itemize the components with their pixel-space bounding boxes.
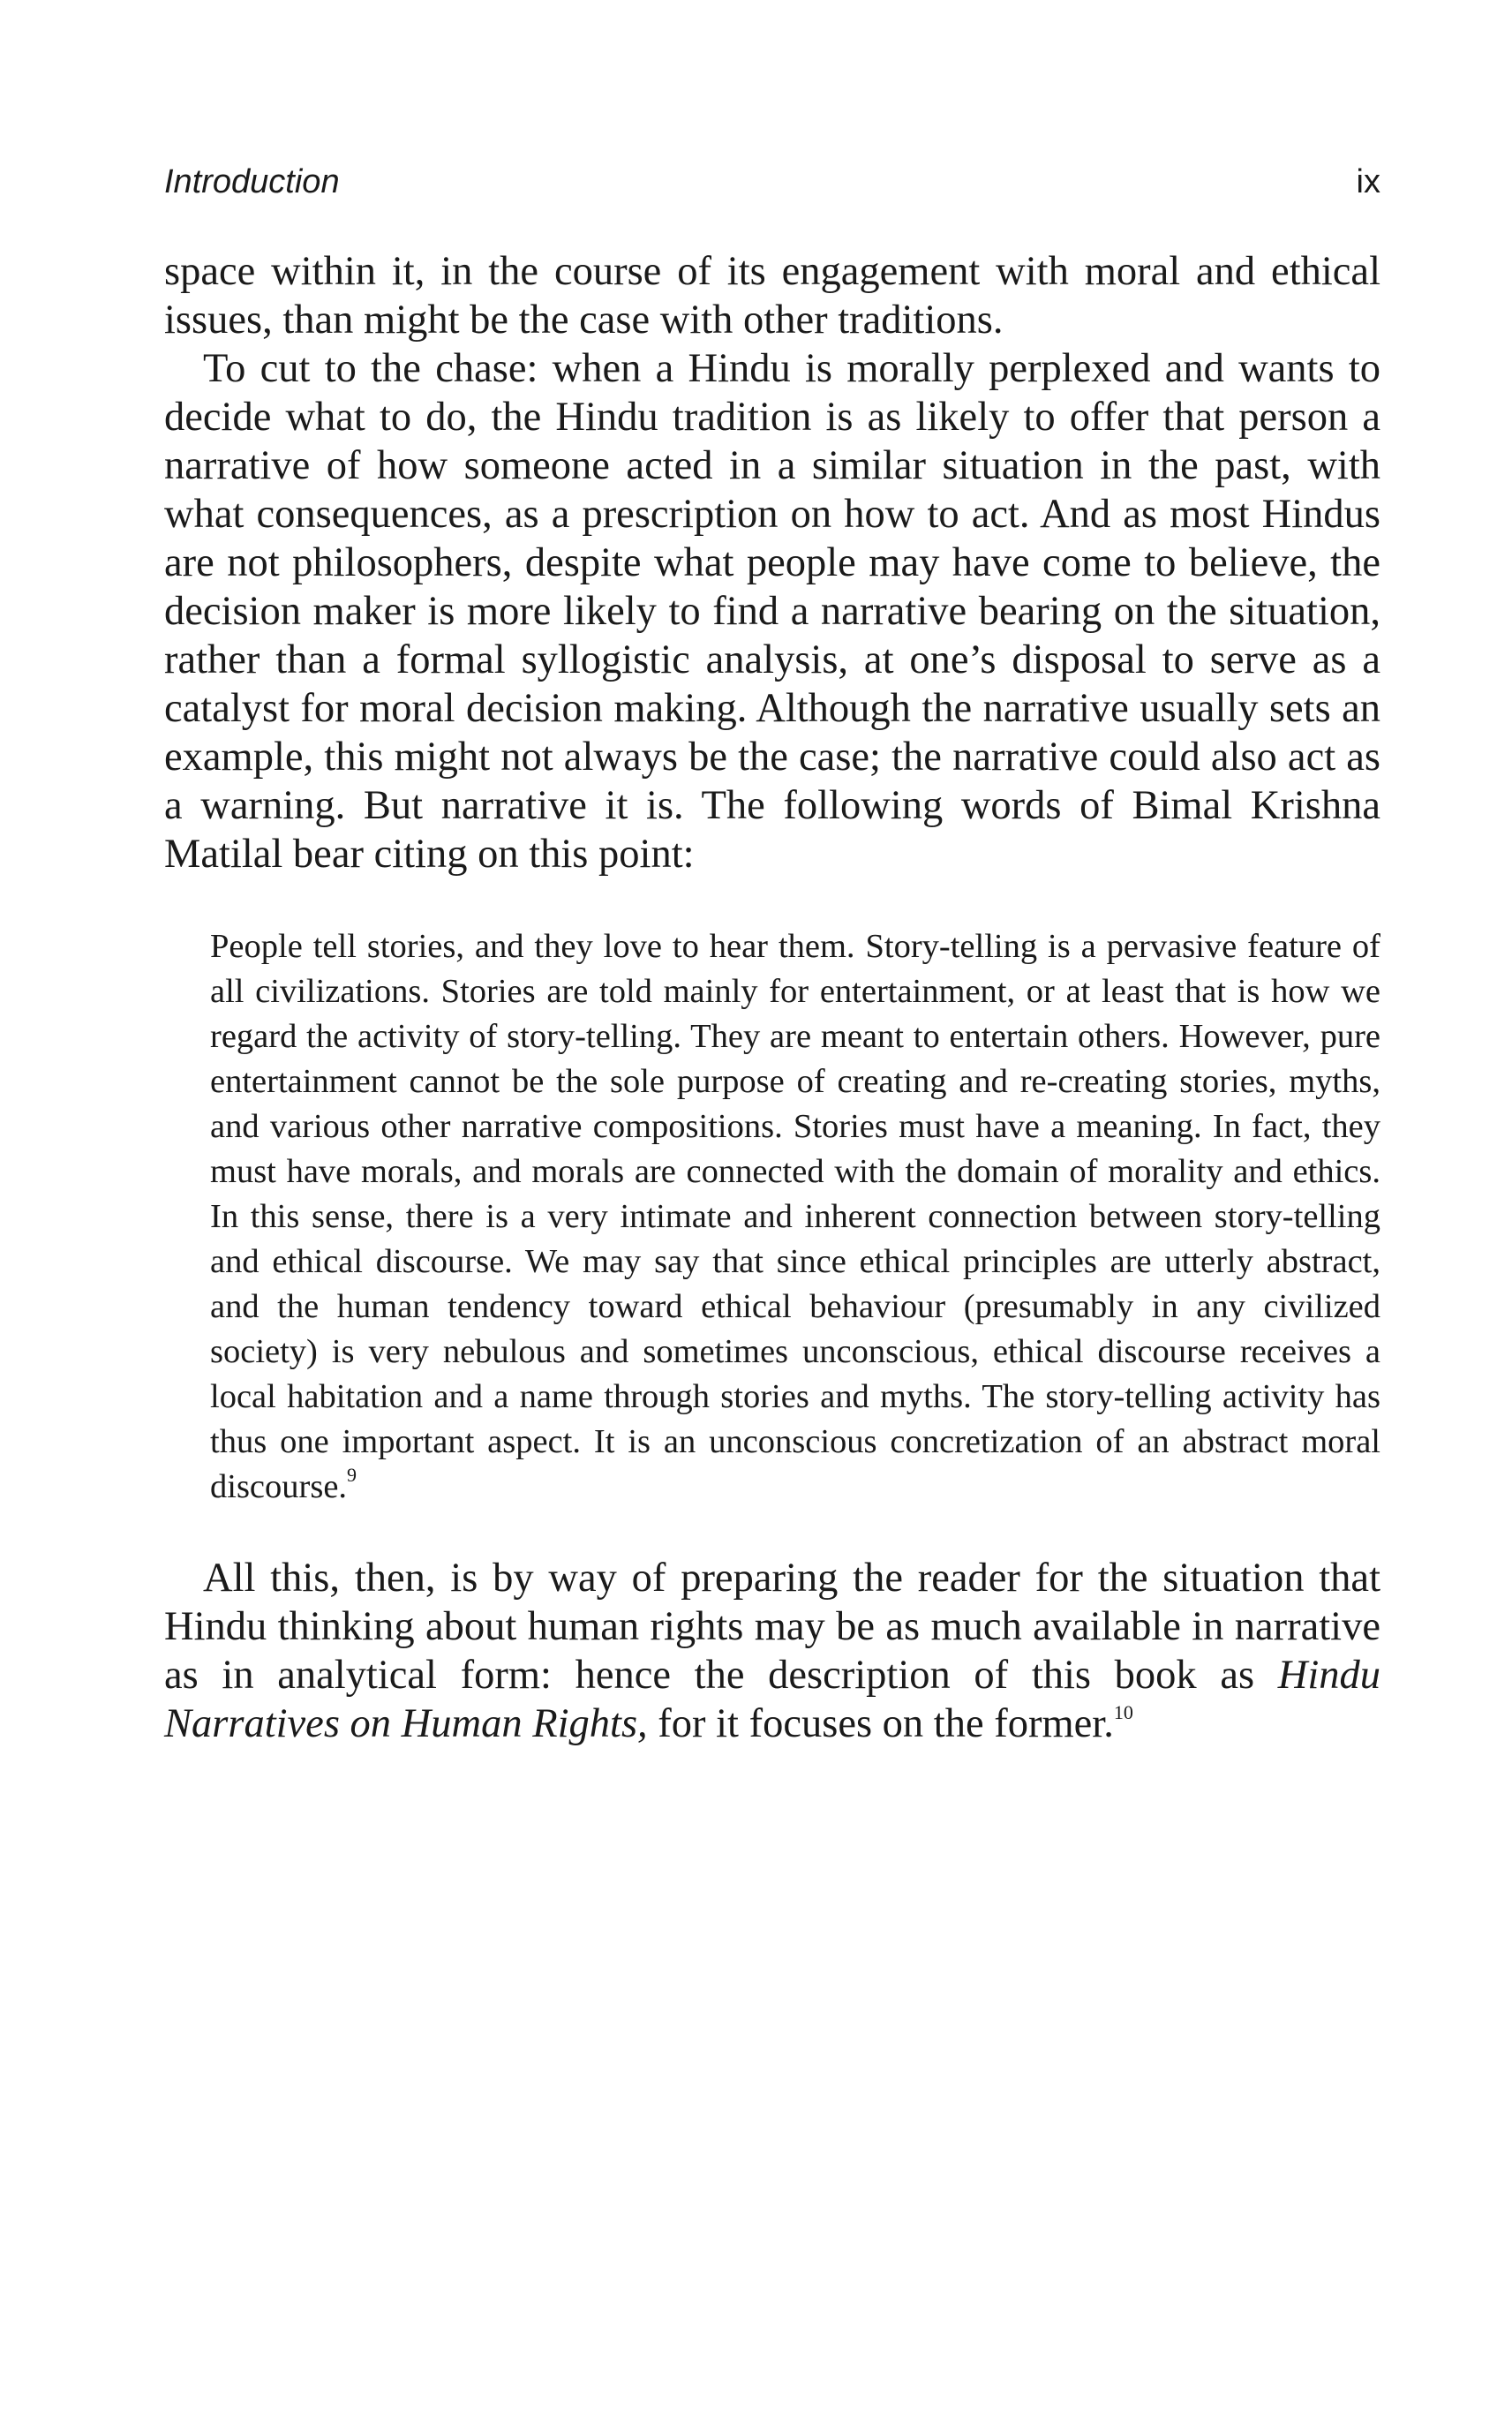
block-quote — [210, 924, 1380, 1510]
footnote-marker-10[interactable]: 10 — [1113, 1700, 1133, 1723]
running-head — [164, 157, 1380, 207]
paragraph-3 — [164, 1554, 1380, 1748]
body-text — [164, 247, 1380, 1748]
paragraph-3-text-before: All this, then, is by way of preparing the reader for the situation that Hindu thinking about human rights may be as much available in narrative as in analytical form: hence the description of this book as — [164, 1556, 1380, 1698]
paragraph-2: To cut to the chase: when a Hindu is morally perplexed and wants to decide what to do, the Hindu tradition is as likely to offer that person a narrative of how someone acted in a similar situation in the past, with what consequences, as a prescription on how to act. And as most Hindus are not philosophers, despite what people may have come to believe, the decision maker is more likely to find a narrative bearing on the situation, rather than a formal syllogistic analysis, at one’s disposal to serve as a catalyst for moral decision making. Although the narrative usually sets an example, this might not always be the case; the narrative could also act as a warning. But narrative it is. The following words of Bimal Krishna Matilal bear citing on this point: — [164, 346, 1380, 877]
running-head-title: Introduction — [164, 163, 340, 200]
footnote-marker-9[interactable]: 9 — [347, 1464, 357, 1487]
page-number: ix — [1356, 163, 1380, 200]
paragraph-3-text-after: for it focuses on the former. — [647, 1701, 1114, 1746]
book-title: Hindu Narratives on Human Rights, — [164, 1653, 1380, 1746]
paragraph-continued: space within it, in the course of its engagement with moral and ethical issues, than might be the case with other traditions. — [164, 249, 1380, 343]
block-quote-text: People tell stories, and they love to hear them. Story-telling is a pervasive feature of all civilizations. Stories are told mainly for entertainment, or at least that is how we regard the activity of story-telling. They are meant to entertain others. However, pure entertainment cannot be the sole purpose of creating and re-creating stories, myths, and various other narrative compositions. Stories must have a meaning. In fact, they must have morals, and morals are connected with the domain of morality and ethics. In this sense, there is a very intimate and inherent connection between story-telling and ethical discourse. We may say that since ethical principles are utterly abstract, and the human tendency toward ethical behaviour (presumably in any civilized society) is very nebulous and sometimes unconscious, ethical discourse receives a local habitation and a name through stories and myths. The story-telling activity has thus one important aspect. It is an unconscious concretization of an abstract moral discourse. — [210, 928, 1380, 1505]
